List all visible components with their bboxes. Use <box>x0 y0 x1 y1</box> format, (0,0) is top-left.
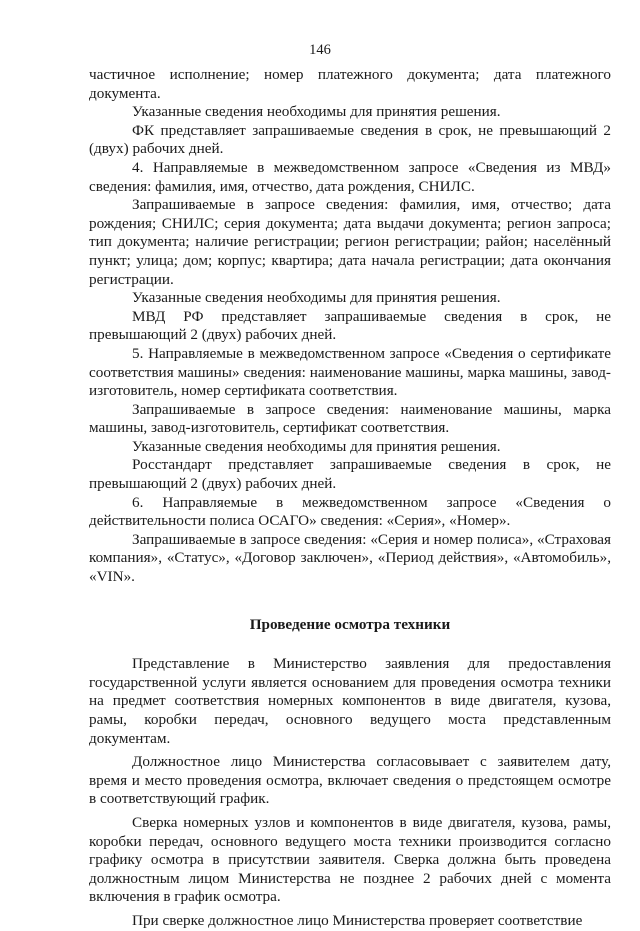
paragraph: 4. Направляемые в межведомственном запросе «Сведения из МВД» сведения: фамилия, имя, отчество, дата рождения, СНИЛС. <box>89 158 611 195</box>
paragraph: Указанные сведения необходимы для принятия решения. <box>132 103 501 121</box>
paragraph: 5. Направляемые в межведомственном запросе «Сведения о сертификате соответствия машины» сведения: наименование машины, марка машины, завод-изготовитель, номер сертификата соответствия. <box>89 344 611 400</box>
paragraph: Представление в Министерство заявления для предоставления государственной услуги является основанием для проведения осмотра техники на предмет соответствия номерных компонентов в виде двигателя, кузова, рамы, коробки передач, основного ведущего моста представленным документам. <box>89 655 611 747</box>
paragraph: При сверке должностное лицо Министерства проверяет соответствие <box>132 911 583 929</box>
page-number: 146 <box>309 42 331 58</box>
document-body <box>89 66 611 931</box>
paragraph-continuation: частичное исполнение; номер платежного документа; дата платежного документа. <box>89 66 611 102</box>
paragraph: МВД РФ представляет запрашиваемые сведения в срок, не превышающий 2 (двух) рабочих дней. <box>89 307 611 344</box>
paragraph: Росстандарт представляет запрашиваемые сведения в срок, не превышающий 2 (двух) рабочих дней. <box>89 456 611 493</box>
section-heading: Проведение осмотра техники <box>249 615 451 633</box>
paragraph: Указанные сведения необходимы для принятия решения. <box>132 437 501 455</box>
paragraph: Запрашиваемые в запросе сведения: «Серия и номер полиса», «Страховая компания», «Статус», «Договор заключен», «Период действия», «Автомобиль», «VIN». <box>89 530 611 586</box>
paragraph: Указанные сведения необходимы для принятия решения. <box>132 289 501 307</box>
paragraph: ФК представляет запрашиваемые сведения в срок, не превышающий 2 (двух) рабочих дней. <box>89 121 611 158</box>
paragraph: Запрашиваемые в запросе сведения: фамилия, имя, отчество; дата рождения; СНИЛС; серия документа; дата выдачи документа; регион запроса; тип документа; наличие регистрации; регион регистрации; район; населённый пункт; улица; дом; корпус; квартира; дата начала регистрации; дата окончания регистрации. <box>89 196 611 288</box>
paragraph: Сверка номерных узлов и компонентов в виде двигателя, кузова, рамы, коробки передач, основного ведущего моста техники производится согласно графику осмотра в присутствии заявителя. Сверка должна быть проведена должностным лицом Министерства не позднее 2 рабочих дней с момента включения в график осмотра. <box>89 813 611 906</box>
paragraph: 6. Направляемые в межведомственном запросе «Сведения о действительности полиса ОСАГО» сведения: «Серия», «Номер». <box>89 493 611 530</box>
paragraph: Запрашиваемые в запросе сведения: наименование машины, марка машины, завод-изготовитель, сертификат соответствия. <box>89 400 611 437</box>
paragraph: Должностное лицо Министерства согласовывает с заявителем дату, время и место проведения осмотра, включает сведения о предстоящем осмотре в соответствующий график. <box>89 753 611 808</box>
